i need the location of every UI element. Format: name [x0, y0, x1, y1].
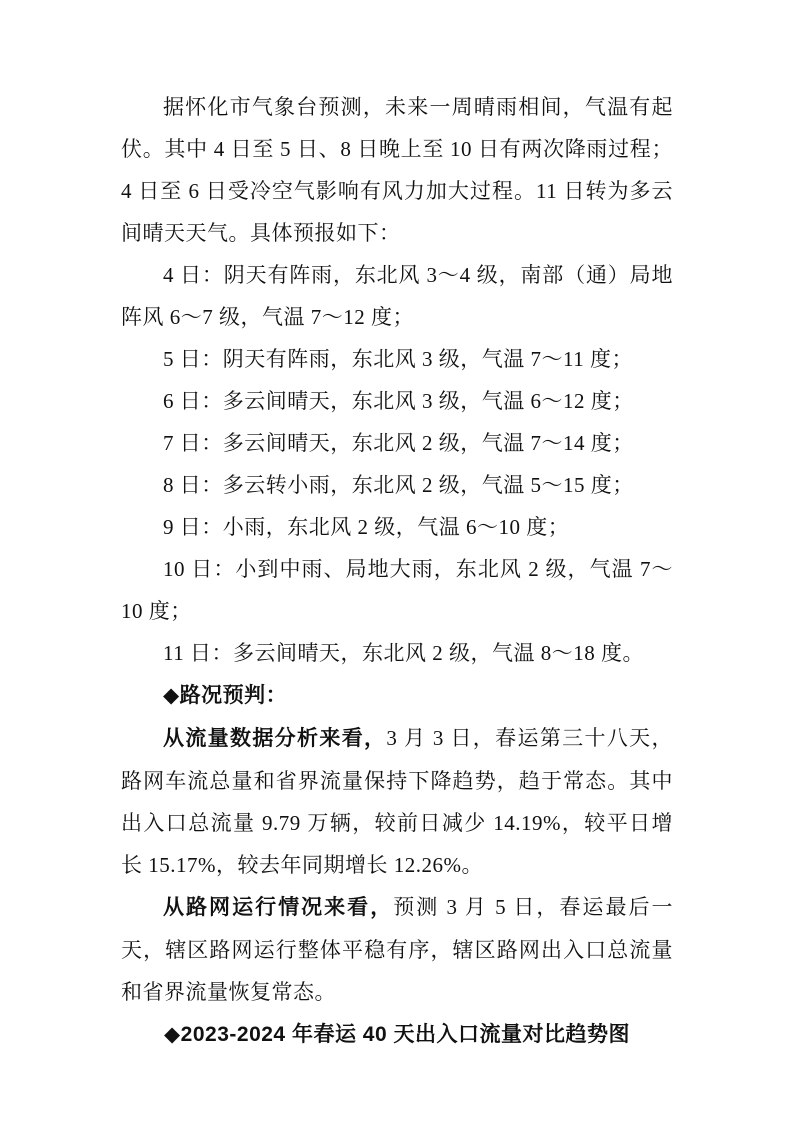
paragraph: [121, 422, 673, 464]
text-run: 4 日：阴天有阵雨，东北风 3～4 级，南部（通）局地阵风 6～7 级，气温 7～12 度；: [121, 263, 673, 329]
text-run: ◆路况预判：: [163, 684, 288, 707]
text-run: 8 日：多云转小雨，东北风 2 级，气温 5～15 度；: [163, 473, 634, 497]
section-heading: [121, 1013, 673, 1056]
paragraph: [121, 338, 673, 380]
paragraph: [121, 506, 673, 548]
text-run: 10 日：小到中雨、局地大雨，东北风 2 级，气温 7～10 度；: [121, 557, 673, 623]
text-run: 9 日：小雨，东北风 2 级，气温 6～10 度；: [163, 515, 570, 539]
text-run: 据怀化市气象台预测，未来一周晴雨相间，气温有起伏。其中 4 日至 5 日、8 日晚上至 10 日有两次降雨过程；4 日至 6 日受冷空气影响有风力加大过程。11 日转为多云间晴天天气。具体预报如下：: [121, 95, 673, 245]
text-run: ◆2023-2024 年春运 40 天出入口流量对比趋势图: [164, 1023, 630, 1046]
paragraph: [121, 886, 673, 1013]
text-run: 预测 3 月 5 日，春运最后一天，辖区路网运行整体平稳有序，辖区路网出入口总流量和省界流量恢复常态。: [121, 895, 674, 1004]
text-run: 11 日：多云间晴天，东北风 2 级，气温 8～18 度。: [163, 641, 644, 665]
paragraph: [121, 632, 673, 674]
paragraph: [121, 86, 673, 254]
text-run: 从流量数据分析来看，: [163, 727, 387, 750]
text-run: 5 日：阴天有阵雨，东北风 3 级，气温 7～11 度；: [163, 347, 633, 371]
paragraph: [121, 717, 673, 886]
paragraph: [121, 464, 673, 506]
text-run: 3 月 3 日，春运第三十八天，路网车流总量和省界流量保持下降趋势，趋于常态。其中出入口总流量 9.79 万辆，较前日减少 14.19%，较平日增长 15.17%，较去年同期增长 12.26%。: [121, 726, 674, 877]
paragraph: [121, 674, 673, 717]
paragraph: [121, 380, 673, 422]
text-run: 7 日：多云间晴天，东北风 2 级，气温 7～14 度；: [163, 431, 634, 455]
paragraph: [121, 254, 673, 338]
text-run: 从路网运行情况来看，: [163, 896, 394, 919]
paragraph: [121, 548, 673, 632]
document-body: [121, 86, 673, 1056]
text-run: 6 日：多云间晴天，东北风 3 级，气温 6～12 度；: [163, 389, 634, 413]
